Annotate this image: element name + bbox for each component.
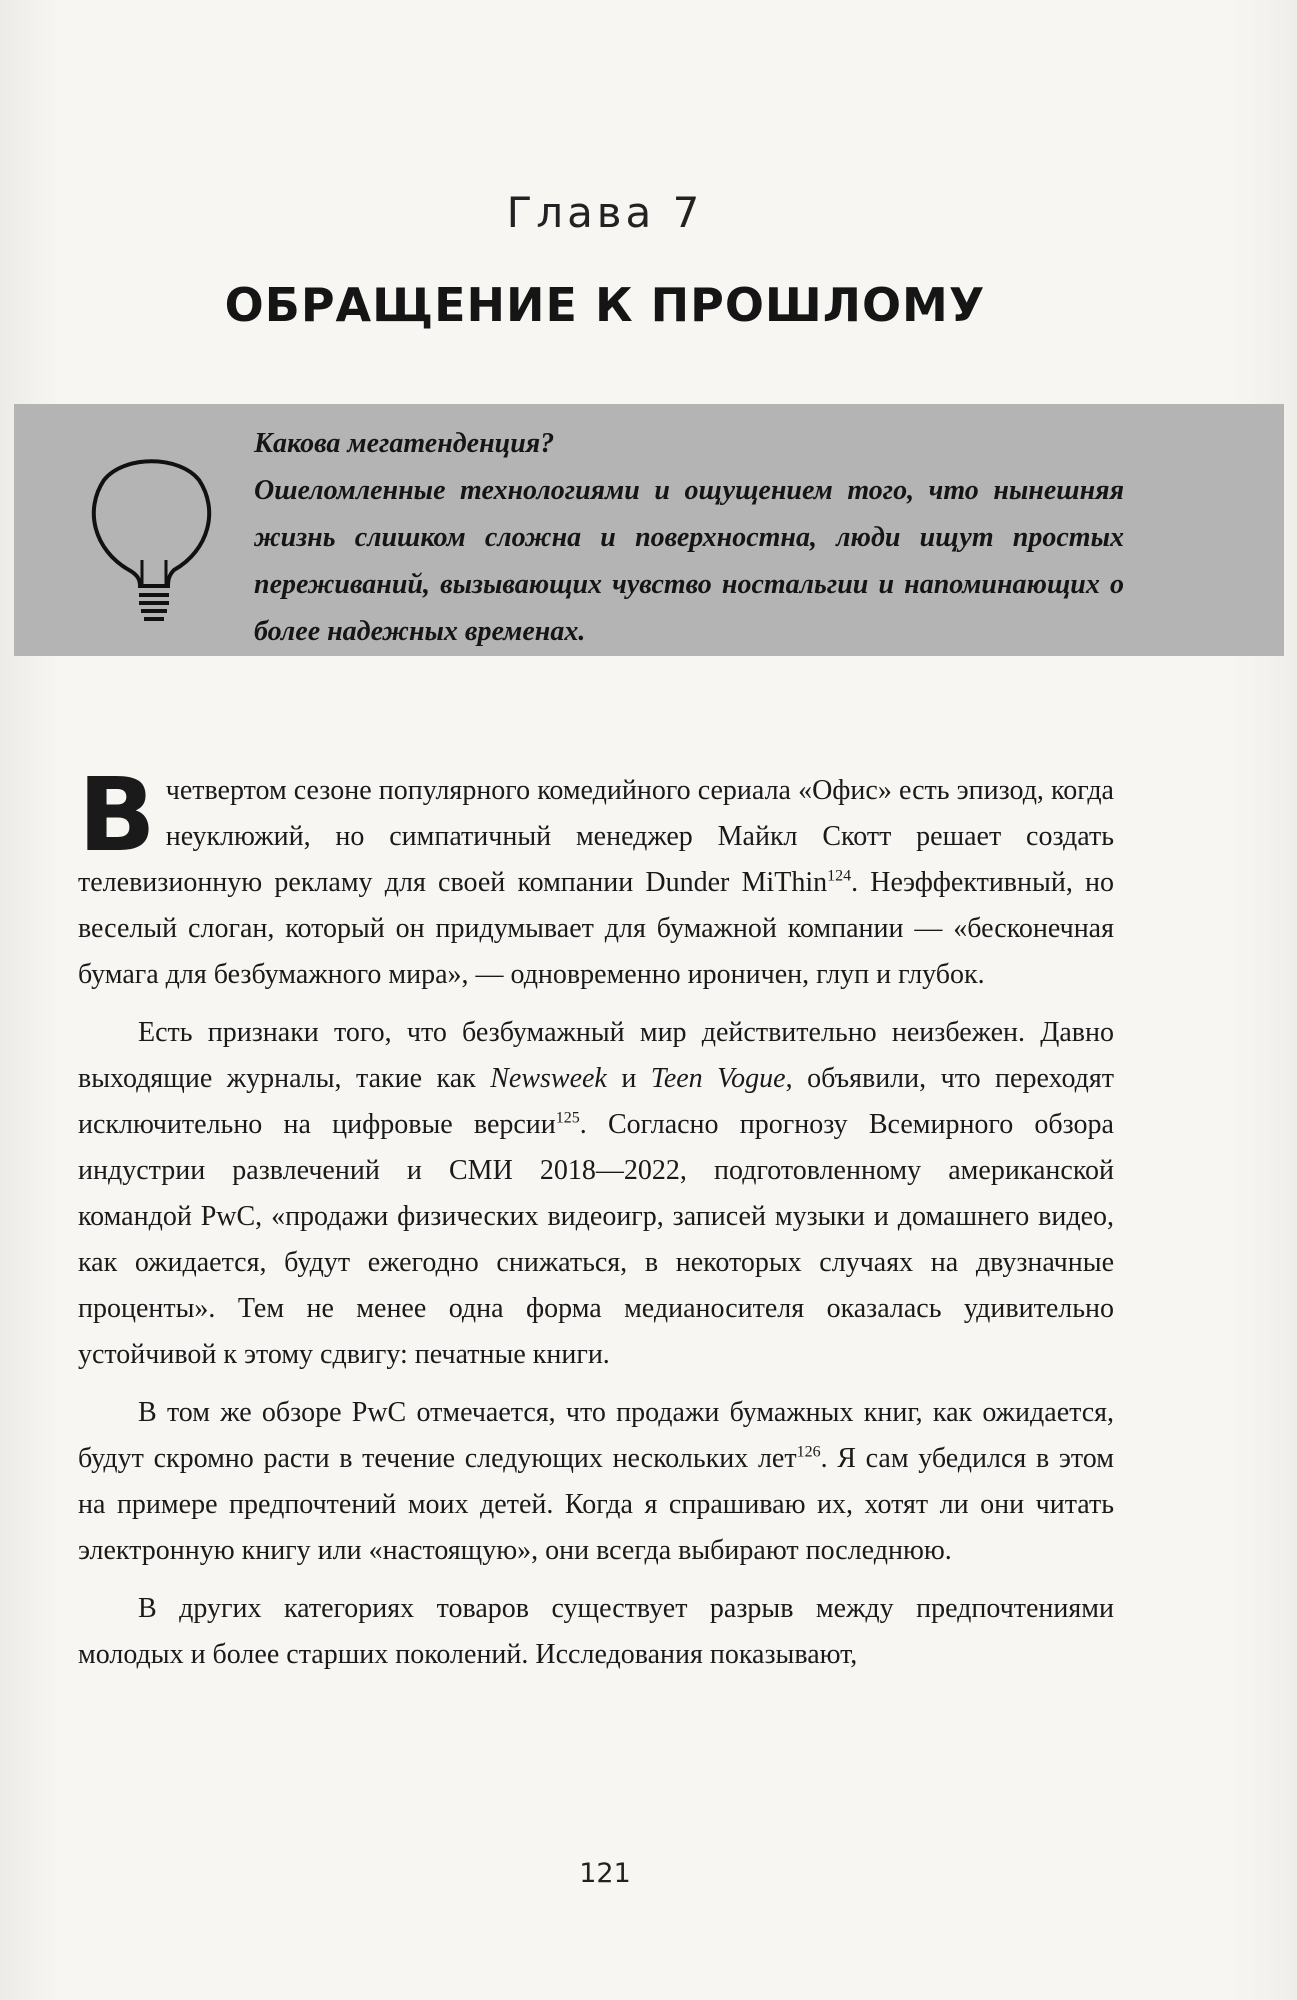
lightbulb-icon	[84, 450, 224, 630]
paragraph: Есть признаки того, что безбумажный мир действительно неизбежен. Давно выходящие журналы, такие как Newsweek и Teen Vogue, объявили, что переходят исключительно на цифровые версии$^{125}$. Согласно прогнозу Всемирного обзора индустрии развлечений и СМИ 2018—2022, подготовленному американской командой PwC, «продажи физических видеоигр, записей музыки и домашнего видео, как ожидается, будут ежегодно снижаться, в некоторых случаях на двузначные проценты». Тем не менее одна форма медианосителя оказалась удивительно устойчивой к этому сдвигу: печатные книги.	[78, 1017, 1115, 1370]
paragraph: Вчетвертом сезоне популярного комедийного сериала «Офис» есть эпизод, когда неуклюжий, но симпатичный менеджер Майкл Скотт решает создать телевизионную рекламу для своей компании Dunder MiThin$^{124}$. Неэффективный, но веселый слоган, который он придумывает для бумажной компании — «бесконечная бумага для безбумажного мира», — одновременно ироничен, глуп и глубок.	[78, 756, 1114, 990]
megatrend-box	[14, 404, 1284, 656]
megatrend-answer: Ошеломленные технологиями и ощущением того, что нынешняя жизнь слишком сложна и поверхностна, люди ищут простых переживаний, вызывающих чувство ностальгии и напоминающих о более надежных временах.	[254, 475, 1124, 647]
footnote-ref: 126	[796, 1443, 821, 1461]
page-number: 121	[579, 1858, 631, 1889]
paragraph: В других категориях товаров существует разрыв между предпочтениями молодых и более старших поколений. Исследования показывают,	[78, 1593, 1114, 1670]
paragraph: В том же обзоре PwC отмечается, что продажи бумажных книг, как ожидается, будут скромно расти в течение следующих нескольких лет$^{126}$. Я сам убедился в этом на примере предпочтений моих детей. Когда я спрашиваю их, хотят ли они читать электронную книгу или «настоящую», они всегда выбирают последнюю.	[78, 1397, 1114, 1566]
body-text	[78, 756, 1115, 1690]
megatrend-text	[254, 420, 1124, 655]
chapter-label: Глава 7	[506, 188, 704, 237]
footnote-ref: 124	[827, 867, 852, 885]
chapter-title: ОБРАЩЕНИЕ К ПРОШЛОМУ	[224, 278, 986, 332]
megatrend-question: Какова мегатенденция?	[254, 428, 555, 459]
footnote-ref: 125	[555, 1109, 580, 1127]
drop-cap: В	[78, 756, 156, 875]
